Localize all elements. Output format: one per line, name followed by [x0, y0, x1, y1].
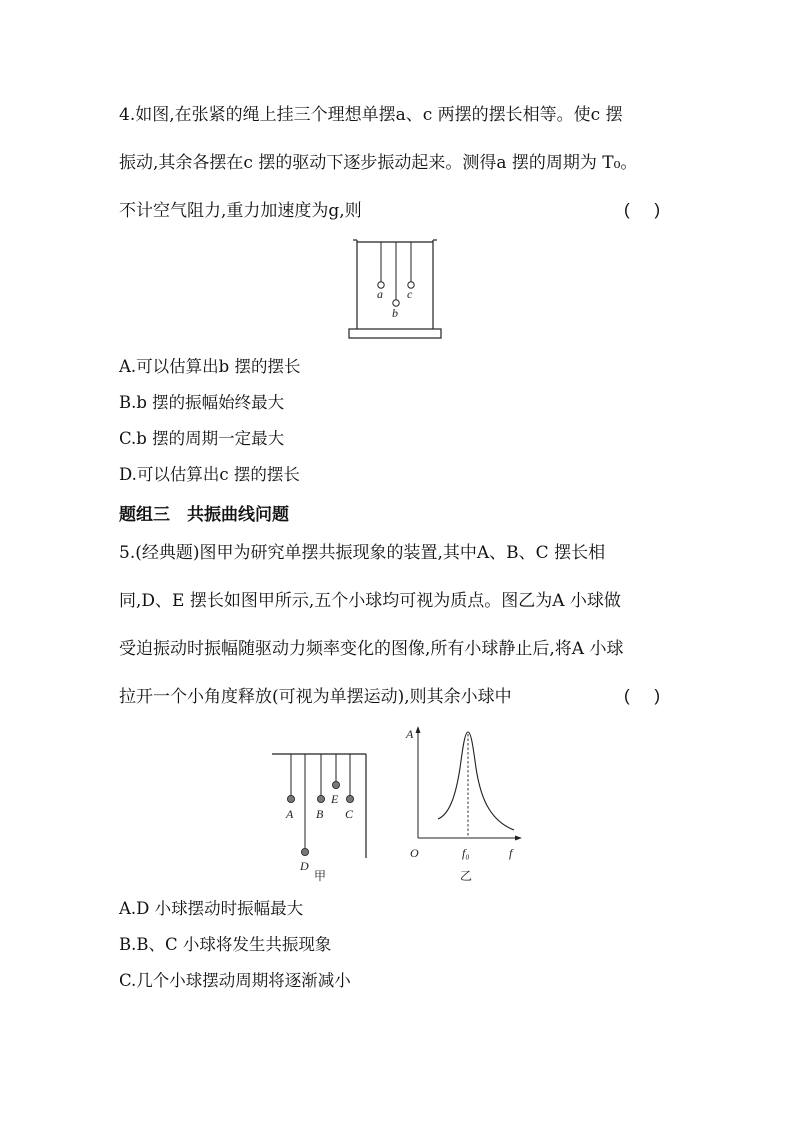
q4-option-a[interactable]: A.可以估算出b 摆的摆长 — [119, 357, 301, 376]
q5-label-B: B — [316, 807, 324, 821]
q4-pendulum-figure — [345, 236, 445, 344]
q5-bob-B — [317, 795, 324, 802]
q4-label-a: a — [377, 287, 383, 301]
q5-label-E: E — [331, 792, 339, 806]
q5-caption-yi: 乙 — [460, 869, 473, 883]
q5-option-c[interactable]: C.几个小球摆动周期将逐渐减小 — [119, 971, 351, 990]
q5-x-axis-label: f — [509, 846, 513, 860]
q5-figure-yi — [404, 724, 530, 884]
q4-answer-bracket: ( ) — [624, 200, 671, 219]
q4-option-b[interactable]: B.b 摆的振幅始终最大 — [119, 393, 285, 412]
q5-bob-E — [332, 781, 339, 788]
q5-answer-bracket: ( ) — [624, 686, 671, 705]
q5-caption-jia: 甲 — [314, 869, 327, 883]
q5-origin-label: O — [410, 846, 419, 860]
q5-stem-line1: 5.(经典题)图甲为研究单摆共振现象的装置,其中A、B、C 摆长相 — [119, 543, 606, 563]
q5-option-a[interactable]: A.D 小球摆动时振幅最大 — [119, 899, 304, 918]
q5-stem-line2: 同,D、E 摆长如图甲所示,五个小球均可视为质点。图乙为A 小球做 — [119, 591, 621, 611]
q5-figure-jia — [268, 748, 380, 882]
q5-peak-label: f₀ — [462, 846, 470, 860]
q4-option-d[interactable]: D.可以估算出c 摆的摆长 — [119, 465, 300, 484]
q5-bob-D — [301, 848, 308, 855]
q4-option-c[interactable]: C.b 摆的周期一定最大 — [119, 429, 285, 448]
q4-stem-line2: 振动,其余各摆在c 摆的驱动下逐步振动起来。测得a 摆的周期为 T₀。 — [119, 153, 638, 173]
q4-stem-line1: 4.如图,在张紧的绳上挂三个理想单摆a、c 两摆的摆长相等。使c 摆 — [119, 105, 623, 125]
section-heading: 题组三 共振曲线问题 — [119, 505, 289, 525]
q4-stem-line3: 不计空气阻力,重力加速度为g,则 — [119, 201, 362, 221]
q5-stem-line4: 拉开一个小角度释放(可视为单摆运动),则其余小球中 — [119, 687, 512, 707]
q5-label-D: D — [300, 859, 309, 873]
q5-label-A: A — [286, 807, 294, 821]
q4-label-b: b — [392, 306, 398, 320]
q4-base — [349, 329, 441, 338]
q4-label-c: c — [407, 287, 413, 301]
q5-y-axis-label: A — [406, 727, 414, 741]
q5-bob-C — [346, 795, 353, 802]
q5-stem-line3: 受迫振动时振幅随驱动力频率变化的图像,所有小球静止后,将A 小球 — [119, 639, 624, 659]
q5-option-b[interactable]: B.B、C 小球将发生共振现象 — [119, 935, 332, 954]
q5-resonance-curve — [438, 732, 514, 830]
q5-bob-A — [287, 795, 294, 802]
q5-label-C: C — [345, 807, 354, 821]
